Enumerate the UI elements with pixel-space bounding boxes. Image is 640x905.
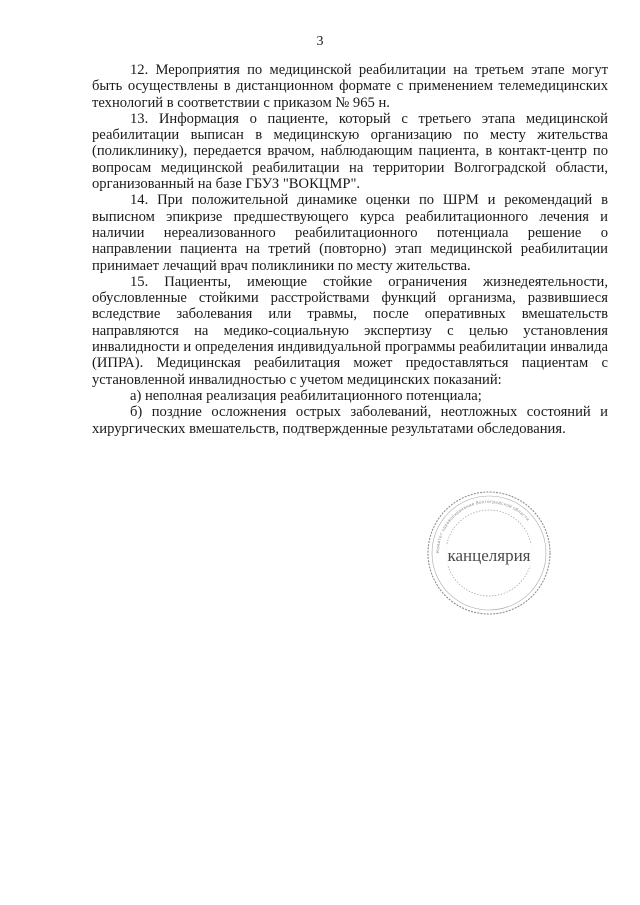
stamp-center-label: канцелярия — [447, 546, 531, 565]
office-stamp — [424, 488, 554, 618]
paragraph-14: 14. При положительной динамике оценки по ШРМ и рекомендаций в выписном эпикризе предшествующего курса реабилитационного лечения и наличии нереализованного реабилитационного потенциала решение о направлении пациента на третий (повторно) этап медицинской реабилитации принимает лечащий врач поликлиники по месту жительства. — [92, 192, 608, 274]
paragraph-12: 12. Мероприятия по медицинской реабилитации на третьем этапе могут быть осуществлены в дистанционном формате с применением телемедицинских технологий в соответствии с приказом № 965 н. — [92, 62, 608, 111]
stamp-ring-textpath: Комитет здравоохранения Волгоградской области — [434, 498, 531, 554]
page-number: 3 — [316, 34, 324, 49]
list-item-b: б) поздние осложнения острых заболеваний, неотложных состояний и хирургических вмешательств, подтвержденные результатами обследования. — [92, 404, 608, 437]
paragraph-13: 13. Информация о пациенте, который с третьего этапа медицинской реабилитации выписан в медицинскую организацию по месту жительства (поликлинику), передается врачом, наблюдающим пациента, в контакт-центр по вопросам медицинской реабилитации на территории Волгоградской области, организованный на базе ГБУЗ "ВОКЦМР". — [92, 110, 608, 193]
paragraph-15: 15. Пациенты, имеющие стойкие ограничения жизнедеятельности, обусловленные стойкими расстройствами функций организма, развившиеся вследствие заболевания или травмы, после оперативных вмешательств направляются на медико-социальную экспертизу с целью установления инвалидности и определения индивидуальной программы реабилитации инвалида (ИПРА). Медицинская реабилитация может предоставляться пациентам с установленной инвалидностью с учетом медицинских показаний: — [92, 273, 608, 388]
list-item-a: а) неполная реализация реабилитационного потенциала; — [130, 387, 482, 404]
document-body — [92, 62, 608, 437]
